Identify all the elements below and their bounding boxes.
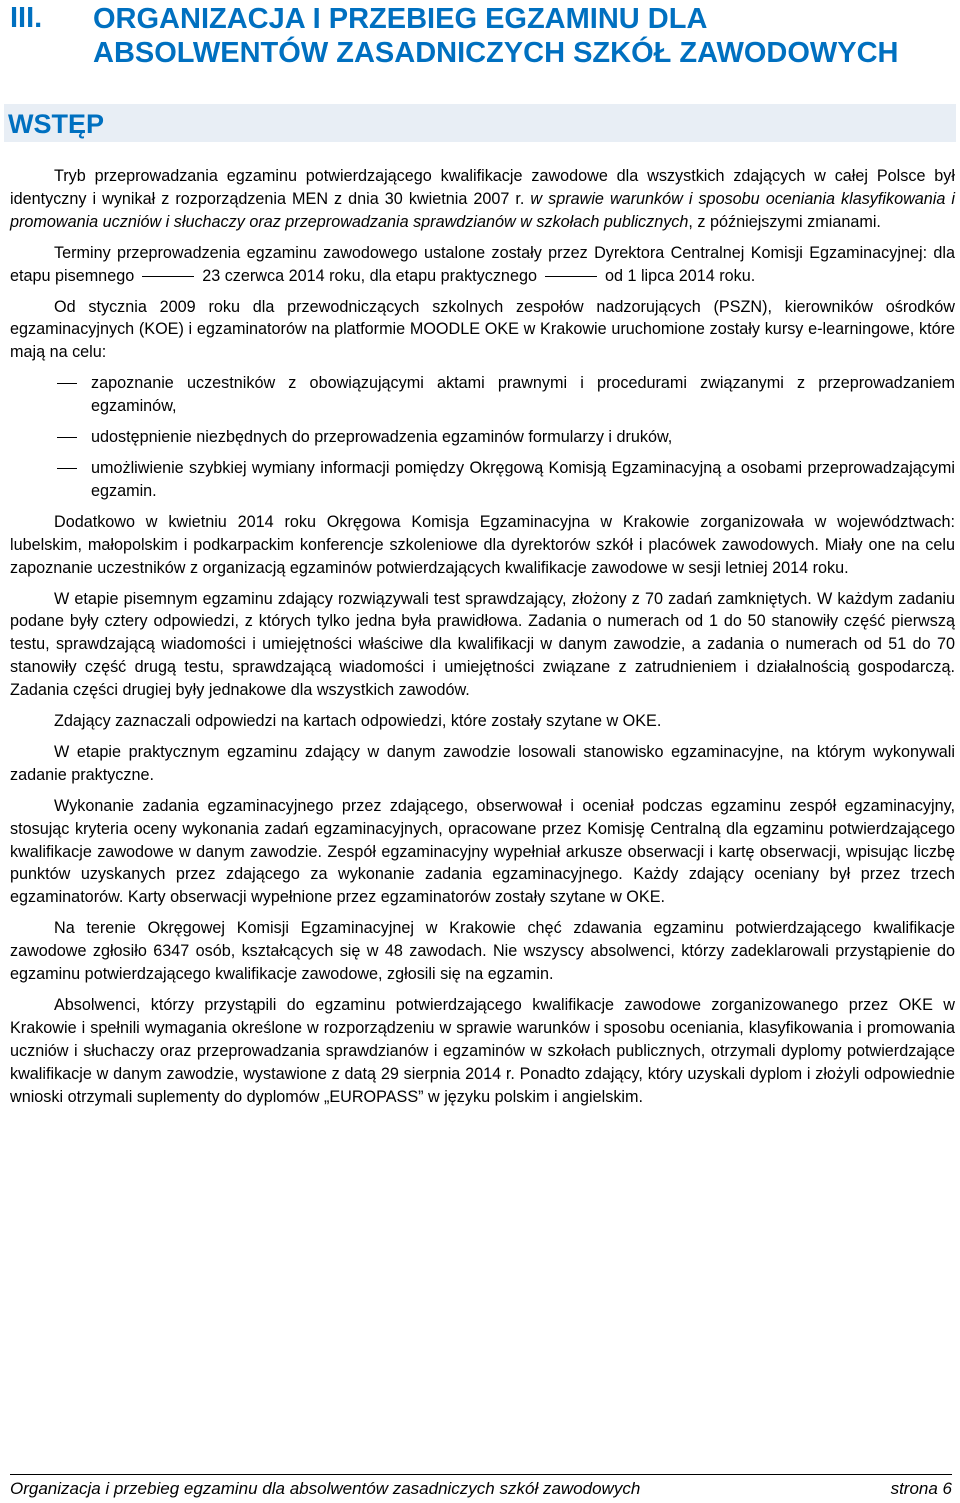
list-item: udostępnienie niezbędnych do przeprowadzenia egzaminów formularzy i druków, (10, 426, 955, 449)
document-body (10, 165, 955, 1109)
paragraph-diplomas: Absolwenci, którzy przystąpili do egzaminu potwierdzającego kwalifikacje zawodowe zorganizowanego przez OKE w Krakowie i spełnili wymagania określone w rozporządzeniu w sprawie warunków i sposobu oceniania, klasyfikowania i promowania uczniów i słuchaczy oraz przeprowadzania sprawdzianów i egzaminów w szkołach publicznych, otrzymali dyplomy potwierdzające kwalifikacje w danym zawodzie, wystawione z datą 29 sierpnia 2014 r. Ponadto zdający, który uzyskali dyplom i złożyli odpowiednie wnioski otrzymali suplementy do dyplomów „EUROPASS” w języku polskim i angielskim. (10, 996, 955, 1106)
chapter-title-line-1: ORGANIZACJA I PRZEBIEG EGZAMINU DLA (93, 3, 708, 35)
chapter-title (93, 2, 899, 70)
paragraph-written-stage: W etapie pisemnym egzaminu zdający rozwiązywali test sprawdzający, złożony z 70 zadań zamkniętych. W każdym zadaniu podane były cztery odpowiedzi, z których tylko jedna była prawidłowa. Zadania o numerach od 1 do 50 stanowiły część pierwszą testu, sprawdzającą wiadomości i umiejętności właściwe dla kwalifikacji w danym zawodzie, a zadania o numerach od 51 do 70 stanowiły część drugą testu, sprawdzającą wiadomości i umiejętności związane z zatrudnieniem i działalnością gospodarczą. Zadania części drugiej były jednakowe dla wszystkich zawodów. (10, 589, 955, 700)
paragraph-exam-dates (10, 242, 955, 288)
paragraph-conferences: Dodatkowo w kwietniu 2014 roku Okręgowa Komisja Egzaminacyjna w Krakowie zorganizowała w województwach: lubelskim, małopolskim i podkarpackim konferencje szkoleniowe dla dyrektorów szkół i placówek zawodowych. Miały one na celu zapoznanie uczestników z organizacją egzaminów potwierdzających kwalifikacje zawodowe w sesji letniej 2014 roku. (10, 512, 955, 577)
elearning-goals-list (10, 372, 955, 503)
regulation-title: w sprawie warunków i sposobu oceniania klasyfikowania i promowania uczniów i słuchaczy oraz przeprowadzania sprawdzianów w szkołach publicznych (10, 189, 956, 231)
paragraph-text: 23 czerwca 2014 roku, dla etapu praktycznego (202, 266, 537, 285)
list-item: zapoznanie uczestników z obowiązującymi aktami prawnymi i procedurami związanymi z przeprowadzaniem egzaminów, (10, 372, 955, 418)
page-number: strona 6 (890, 1479, 952, 1498)
footer-title: Organizacja i przebieg egzaminu dla absolwentów zasadniczych szkół zawodowych (10, 1479, 641, 1498)
long-dash (545, 276, 597, 277)
chapter-number: III. (10, 2, 43, 34)
paragraph-assessment: Wykonanie zadania egzaminacyjnego przez zdającego, obserwował i oceniał podczas egzaminu zespół egzaminacyjny, stosując kryteria oceny wykonania zadań egzaminacyjnych, opracowane przez Komisję Centralną dla egzaminu potwierdzającego kwalifikacje zawodowe w danym zawodzie. Zespół egzaminacyjny wypełniał arkusze obserwacji i kartę obserwacji, wpisując liczbę punktów uzyskanych przez zdającego za wykonanie zadania egzaminacyjnego. Każdy zdający oceniany był przez trzech egzaminatorów. Karty obserwacji wypełnione przez egzaminatorów zostały szytane w OKE. (10, 796, 955, 907)
chapter-title-line-2: ABSOLWENTÓW ZASADNICZYCH SZKÓŁ ZAWODOWYCH (93, 37, 899, 69)
paragraph-elearning: Od stycznia 2009 roku dla przewodniczących szkolnych zespołów nadzorujących (PSZN), kierowników ośrodków egzaminacyjnych (KOE) i egzaminatorów na platformie MOODLE OKE w Krakowie uruchomione zostały kursy e-learningowe, które mają na celu: (10, 297, 955, 362)
long-dash (142, 276, 194, 277)
paragraph-legal-basis (10, 165, 955, 234)
paragraph-text: od 1 lipca 2014 roku. (604, 266, 756, 285)
paragraph-practical-stage: W etapie praktycznym egzaminu zdający w danym zawodzie losowali stanowisko egzaminacyjne, na którym wykonywali zadanie praktyczne. (10, 742, 955, 784)
section-title: WSTĘP (4, 104, 956, 142)
footer-divider (10, 1474, 952, 1475)
list-item: umożliwienie szybkiej wymiany informacji pomiędzy Okręgową Komisją Egzaminacyjną a osobami przeprowadzającymi egzamin. (10, 457, 955, 503)
paragraph-text: Tryb przeprowadzania egzaminu potwierdzającego kwalifikacje zawodowe dla wszystkich zdających w całej Polsce był identyczny i wynikał z rozporządzenia MEN z dnia 30 kwietnia 2007 r. (10, 167, 955, 208)
paragraph-text: , z późniejszymi zmianami. (688, 212, 881, 231)
paragraph-text: Terminy przeprowadzenia egzaminu zawodowego ustalone zostały przez Dyrektora Centralnej Komisji Egzaminacyjnej: dla etapu pisemnego (10, 243, 955, 285)
paragraph-registrations: Na terenie Okręgowej Komisji Egzaminacyjnej w Krakowie chęć zdawania egzaminu potwierdzającego kwalifikacje zawodowe zgłosiło 6347 osób, kształcących się w 48 zawodach. Nie wszyscy absolwenci, którzy zadeklarowali przystąpienie do egzaminu potwierdzającego kwalifikacje zawodowe, zgłosili się na egzamin. (10, 919, 955, 984)
paragraph-answer-sheets: Zdający zaznaczali odpowiedzi na kartach odpowiedzi, które zostały szytane w OKE. (54, 712, 662, 731)
